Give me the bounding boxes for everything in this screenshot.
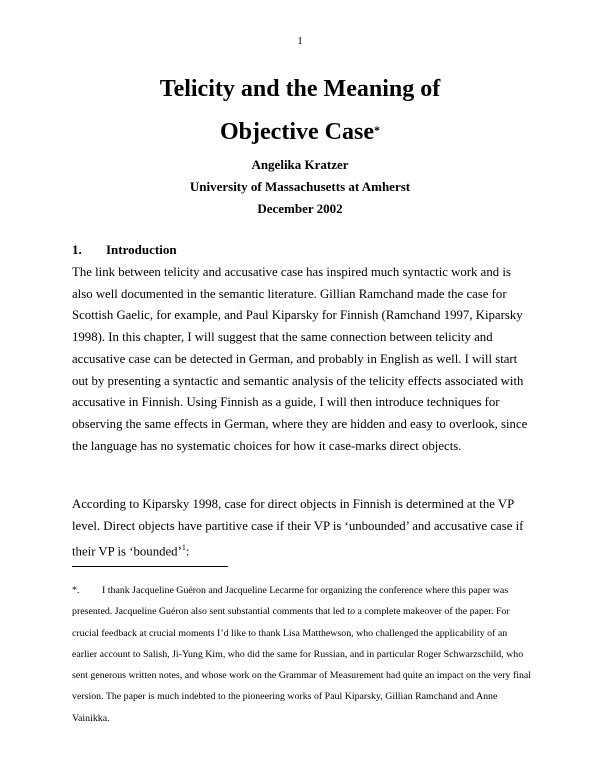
paper-title [0, 68, 600, 154]
title-footnote-marker: * [373, 123, 380, 137]
footnote-divider [72, 566, 228, 567]
footnote-text: I thank Jacqueline Guéron and Jacqueline Lecarme for organizing the conference where this paper was presented. Jacqueline Guéron also sent substantial comments that led to a complete makeover of the paper. For crucial feedback at crucial moments I’d like to thank Lisa Matthewson, who challenged the applicability of an earlier account to Salish, Ji-Yung Kim, who did the same for Russian, and in particular Roger Schwarzschild, who sent generous written notes, and whose work on the Grammar of Measurement had quite an impact on the very final version. The paper is much indebted to the pioneering works of Paul Kiparsky, Gillian Ramchand and Anne Vainikka. [72, 585, 532, 724]
paragraph-introduction: The link between telicity and accusative case has inspired much syntactic work and is also well documented in the semantic literature. Gillian Ramchand made the case for Scottish Gaelic, for example, and Paul Kiparsky for Finnish (Ramchand 1997, Kiparsky 1998). In this chapter, I will suggest that the same connection between telicity and accusative case can be detected in German, and probably in English as well. I will start out by presenting a syntactic and semantic analysis of the telicity effects associated with accusative in Finnish. Using Finnish as a guide, I will then introduce techniques for observing the same effects in German, where they are hidden and easy to overlook, since the language has no systematic choices for how it case-marks direct objects. [72, 265, 528, 453]
footnote-marker: *. [72, 585, 80, 596]
author-name: Angelika Kratzer [251, 157, 349, 172]
paragraph-kiparsky [72, 494, 532, 563]
paper-date: December 2002 [257, 201, 343, 216]
section-number: 1. [72, 242, 82, 257]
title-line-1: Telicity and the Meaning of [159, 76, 441, 102]
section-heading [72, 240, 177, 260]
footnote [72, 580, 532, 729]
title-line-2-text: Objective Case [220, 119, 374, 145]
paragraph-kiparsky-text: According to Kiparsky 1998, case for direct objects in Finnish is determined at the VP level. Direct objects have partitive case if their VP is ‘unbounded’ and accusative case if their VP is ‘bounded’ [72, 497, 524, 559]
section-title: Introduction [106, 242, 177, 257]
footnote-reference: 1 [181, 543, 186, 553]
author-block [0, 154, 600, 220]
paragraph-kiparsky-end: : [185, 544, 190, 559]
title-line-2 [0, 111, 600, 154]
page-number: 1 [297, 35, 303, 47]
author-affiliation: University of Massachusetts at Amherst [189, 179, 411, 194]
